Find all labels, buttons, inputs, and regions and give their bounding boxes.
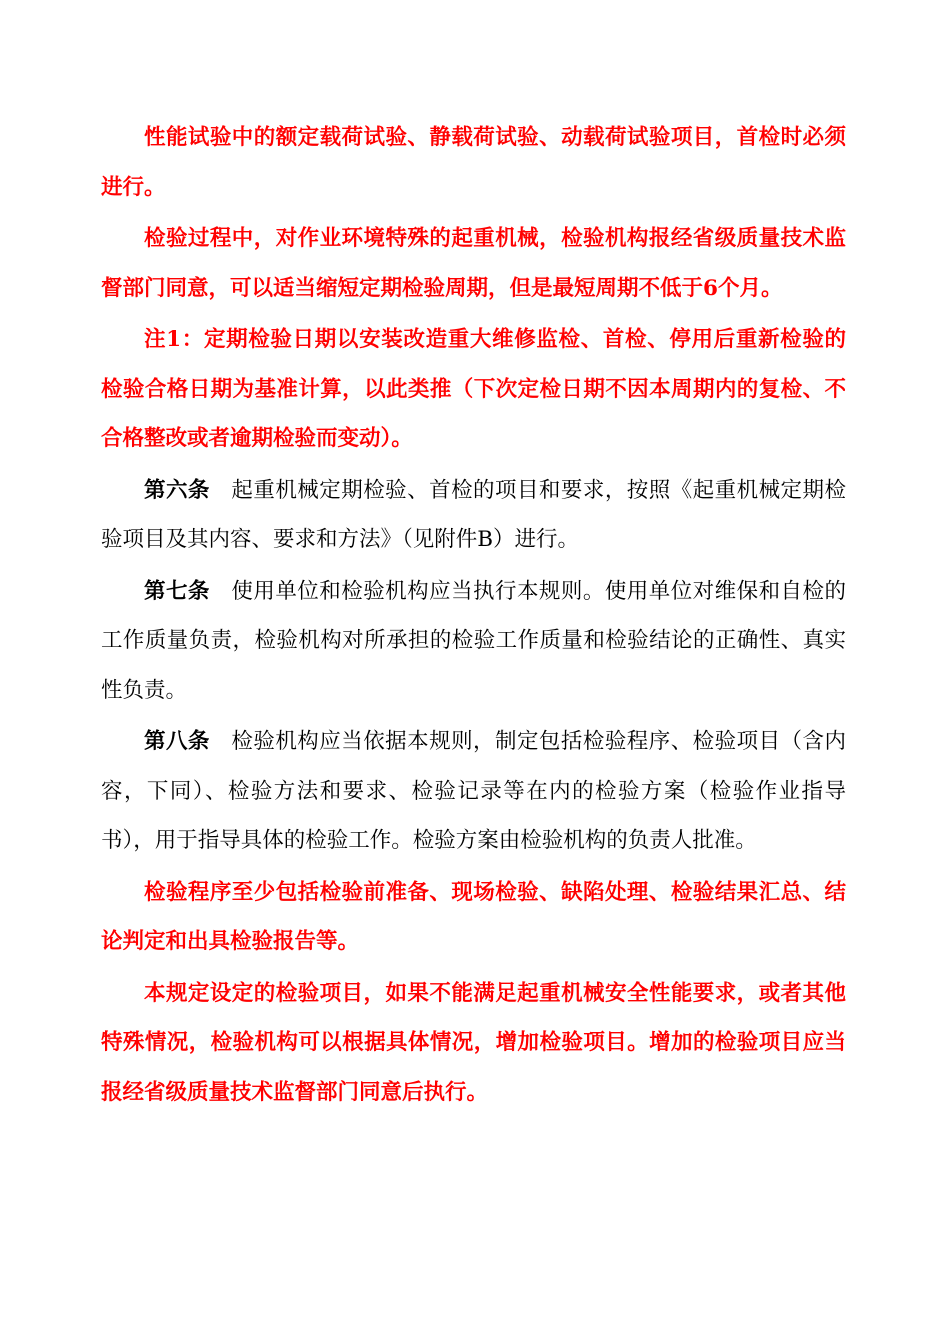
paragraph-text: 本规定设定的检验项目，如果不能满足起重机械安全性能要求，或者其他特殊情况，检验机构可以根据具体情况，增加检验项目。增加的检验项目应当报经省级质量技术监督部门同意后执行。: [101, 980, 846, 1105]
paragraph-additional-items: [101, 969, 846, 1118]
paragraph-text: 检验过程中，对作业环境特殊的起重机械，检验机构报经省级质量技术监督部门同意，可以适当缩短定期检验周期，但是最短周期不低于6个月。: [101, 226, 846, 301]
article-7: [101, 567, 846, 716]
paragraph-text: 注1：定期检验日期以安装改造重大维修监检、首检、停用后重新检验的检验合格日期为基准计算，以此类推（下次定检日期不因本周期内的复检、不合格整改或者逾期检验而变动）。: [101, 327, 846, 451]
paragraph-inspection-procedure: [101, 868, 846, 967]
paragraph-text: 检验程序至少包括检验前准备、现场检验、缺陷处理、检验结果汇总、结论判定和出具检验报告等。: [101, 879, 846, 954]
article-6: [101, 466, 846, 565]
article-8: [101, 717, 846, 866]
article-text: 检验机构应当依据本规则，制定包括检验程序、检验项目（含内容，下同）、检验方法和要求、检验记录等在内的检验方案（检验作业指导书），用于指导具体的检验工作。检验方案由检验机构的负责人批准。: [101, 729, 846, 853]
paragraph-inspection-cycle-note: [101, 214, 846, 313]
article-number: 第七条: [144, 578, 210, 604]
article-text: 起重机械定期检验、首检的项目和要求，按照《起重机械定期检验项目及其内容、要求和方法》（见附件B）进行。: [101, 477, 846, 552]
article-text: 使用单位和检验机构应当执行本规则。使用单位对维保和自检的工作质量负责，检验机构对所承担的检验工作质量和检验结论的正确性、真实性负责。: [101, 578, 846, 703]
paragraph-note-1: [101, 315, 846, 464]
paragraph-performance-test-note: [101, 113, 846, 212]
paragraph-text: 性能试验中的额定载荷试验、静载荷试验、动载荷试验项目，首检时必须进行。: [101, 125, 846, 200]
article-number: 第六条: [144, 477, 210, 503]
document-body: [101, 113, 846, 1119]
article-number: 第八条: [144, 729, 210, 754]
